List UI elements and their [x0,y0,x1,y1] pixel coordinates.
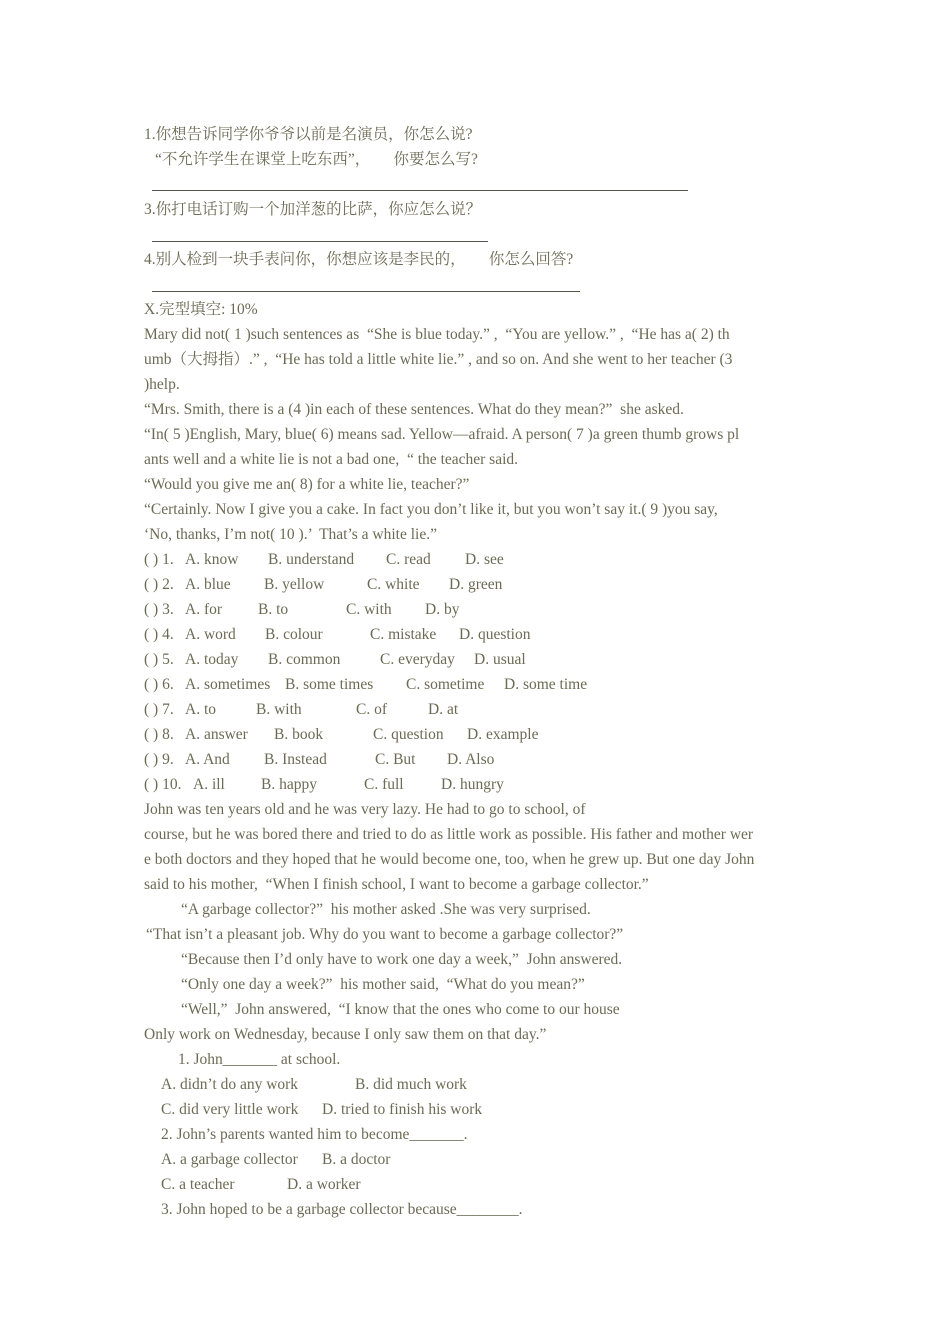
option-b: B. a doctor [322,1151,391,1168]
question-number: ( ) 7. [144,701,174,718]
reading-question-stem: 1. John_______ at school. [178,1051,341,1068]
cloze-passage-line: ants well and a white lie is not a bad one, “ the teacher said. [144,451,519,468]
cloze-passage-line: umb（大拇指）.” , “He has told a little white lie.” , and so on. And she went to her teacher (3 [144,351,733,368]
option-d: D. green [449,576,503,593]
reading-question-stem: 3. John hoped to be a garbage collector because________. [161,1201,523,1218]
option-c: C. with [346,601,392,618]
question-number: ( ) 9. [144,751,174,768]
option-a: A. ill [193,776,225,793]
option-a: A. answer [185,726,248,743]
option-b: B. some times [285,676,374,693]
cloze-passage-line: “In( 5 )English, Mary, blue( 6) means sad. Yellow—afraid. A person( 7 )a green thumb grows pl [144,426,740,443]
reading-passage-line: Only work on Wednesday, because I only saw them on that day.” [144,1026,547,1043]
cloze-passage-line: “Mrs. Smith, there is a (4 )in each of these sentences. What do they mean?” she asked. [144,401,684,418]
option-a: A. for [185,601,223,618]
option-d: D. some time [504,676,588,693]
writing-task-1: 1.你想告诉同学你爷爷以前是名演员，你怎么说? [144,126,473,143]
option-a: A. to [185,701,216,718]
option-a: A. didn’t do any work [161,1076,299,1093]
cloze-passage-line: ‘No, thanks, I’m not( 10 ).’ That’s a white lie.” [144,526,437,543]
writing-task-4: 4.别人检到一块手表问你，你想应该是李民的， 你怎么回答? [144,251,574,268]
reading-passage-line: “A garbage collector?” his mother asked .She was very surprised. [181,901,591,918]
option-d: D. by [425,601,460,618]
reading-passage-line: “Only one day a week?” his mother said, “What do you mean?” [181,976,585,993]
question-number: ( ) 1. [144,551,174,568]
option-c: C. did very little work [161,1101,299,1118]
option-a: A. And [185,751,230,768]
reading-question-stem: 2. John’s parents wanted him to become_______. [161,1126,468,1143]
reading-passage-line: “Because then I’d only have to work one day a week,” John answered. [181,951,623,968]
question-number: ( ) 6. [144,676,174,693]
option-c: C. of [356,701,387,718]
answer-line [152,291,580,292]
option-a: A. a garbage collector [161,1151,298,1168]
reading-passage-line: course, but he was bored there and tried to do as little work as possible. His father and mother wer [144,826,754,843]
question-number: ( ) 2. [144,576,174,593]
option-c: C. question [373,726,444,743]
answer-line [152,241,488,242]
reading-passage-line: e both doctors and they hoped that he would become one, too, when he grew up. But one day John [144,851,755,868]
option-a: A. today [185,651,239,668]
cloze-passage-line: “Would you give me an( 8) for a white lie, teacher?” [144,476,470,493]
reading-passage-line: John was ten years old and he was very lazy. He had to go to school, of [144,801,586,818]
question-number: ( ) 8. [144,726,174,743]
option-a: A. sometimes [185,676,271,693]
option-b: B. with [256,701,302,718]
option-b: B. common [268,651,341,668]
option-d: D. hungry [441,776,504,793]
cloze-passage-line: Mary did not( 1 )such sentences as “She is blue today.” , “You are yellow.” , “He has a( 2) th [144,326,730,343]
option-c: C. a teacher [161,1176,235,1193]
option-c: C. white [367,576,420,593]
option-d: D. see [465,551,504,568]
option-b: B. yellow [264,576,325,593]
writing-task-3: 3.你打电话订购一个加洋葱的比萨，你应怎么说？ [144,201,482,218]
option-b: B. Instead [264,751,327,768]
cloze-heading: X.完型填空: 10% [144,301,258,318]
option-c: C. sometime [406,676,485,693]
option-d: D. at [428,701,459,718]
question-number: ( ) 10. [144,776,182,793]
option-d: D. Also [447,751,495,768]
option-b: B. happy [261,776,317,793]
option-d: D. a worker [287,1176,361,1193]
cloze-passage-line: )help. [144,376,180,393]
reading-passage-line: said to his mother, “When I finish school, I want to become a garbage collector.” [144,876,649,893]
writing-task-2: “不允许学生在课堂上吃东西”， 你要怎么写? [155,151,478,168]
option-b: B. book [274,726,324,743]
option-c: C. But [375,751,416,768]
option-b: B. colour [265,626,323,643]
option-b: B. did much work [355,1076,467,1093]
option-c: C. read [386,551,431,568]
option-c: C. mistake [370,626,437,643]
answer-line [152,190,688,191]
reading-passage-line: “Well,” John answered, “I know that the ones who come to our house [181,1001,620,1018]
option-a: A. know [185,551,239,568]
option-a: A. blue [185,576,231,593]
option-b: B. to [258,601,289,618]
option-b: B. understand [268,551,355,568]
option-d: D. tried to finish his work [322,1101,483,1118]
option-d: D. example [467,726,539,743]
question-number: ( ) 4. [144,626,174,643]
option-c: C. everyday [380,651,455,668]
question-number: ( ) 5. [144,651,174,668]
question-number: ( ) 3. [144,601,174,618]
option-d: D. question [459,626,531,643]
cloze-passage-line: “Certainly. Now I give you a cake. In fact you don’t like it, but you won’t say it.( 9 )you say, [144,501,718,518]
option-a: A. word [185,626,236,643]
option-d: D. usual [474,651,526,668]
option-c: C. full [364,776,404,793]
reading-passage-line: “That isn’t a pleasant job. Why do you want to become a garbage collector?” [146,926,624,943]
